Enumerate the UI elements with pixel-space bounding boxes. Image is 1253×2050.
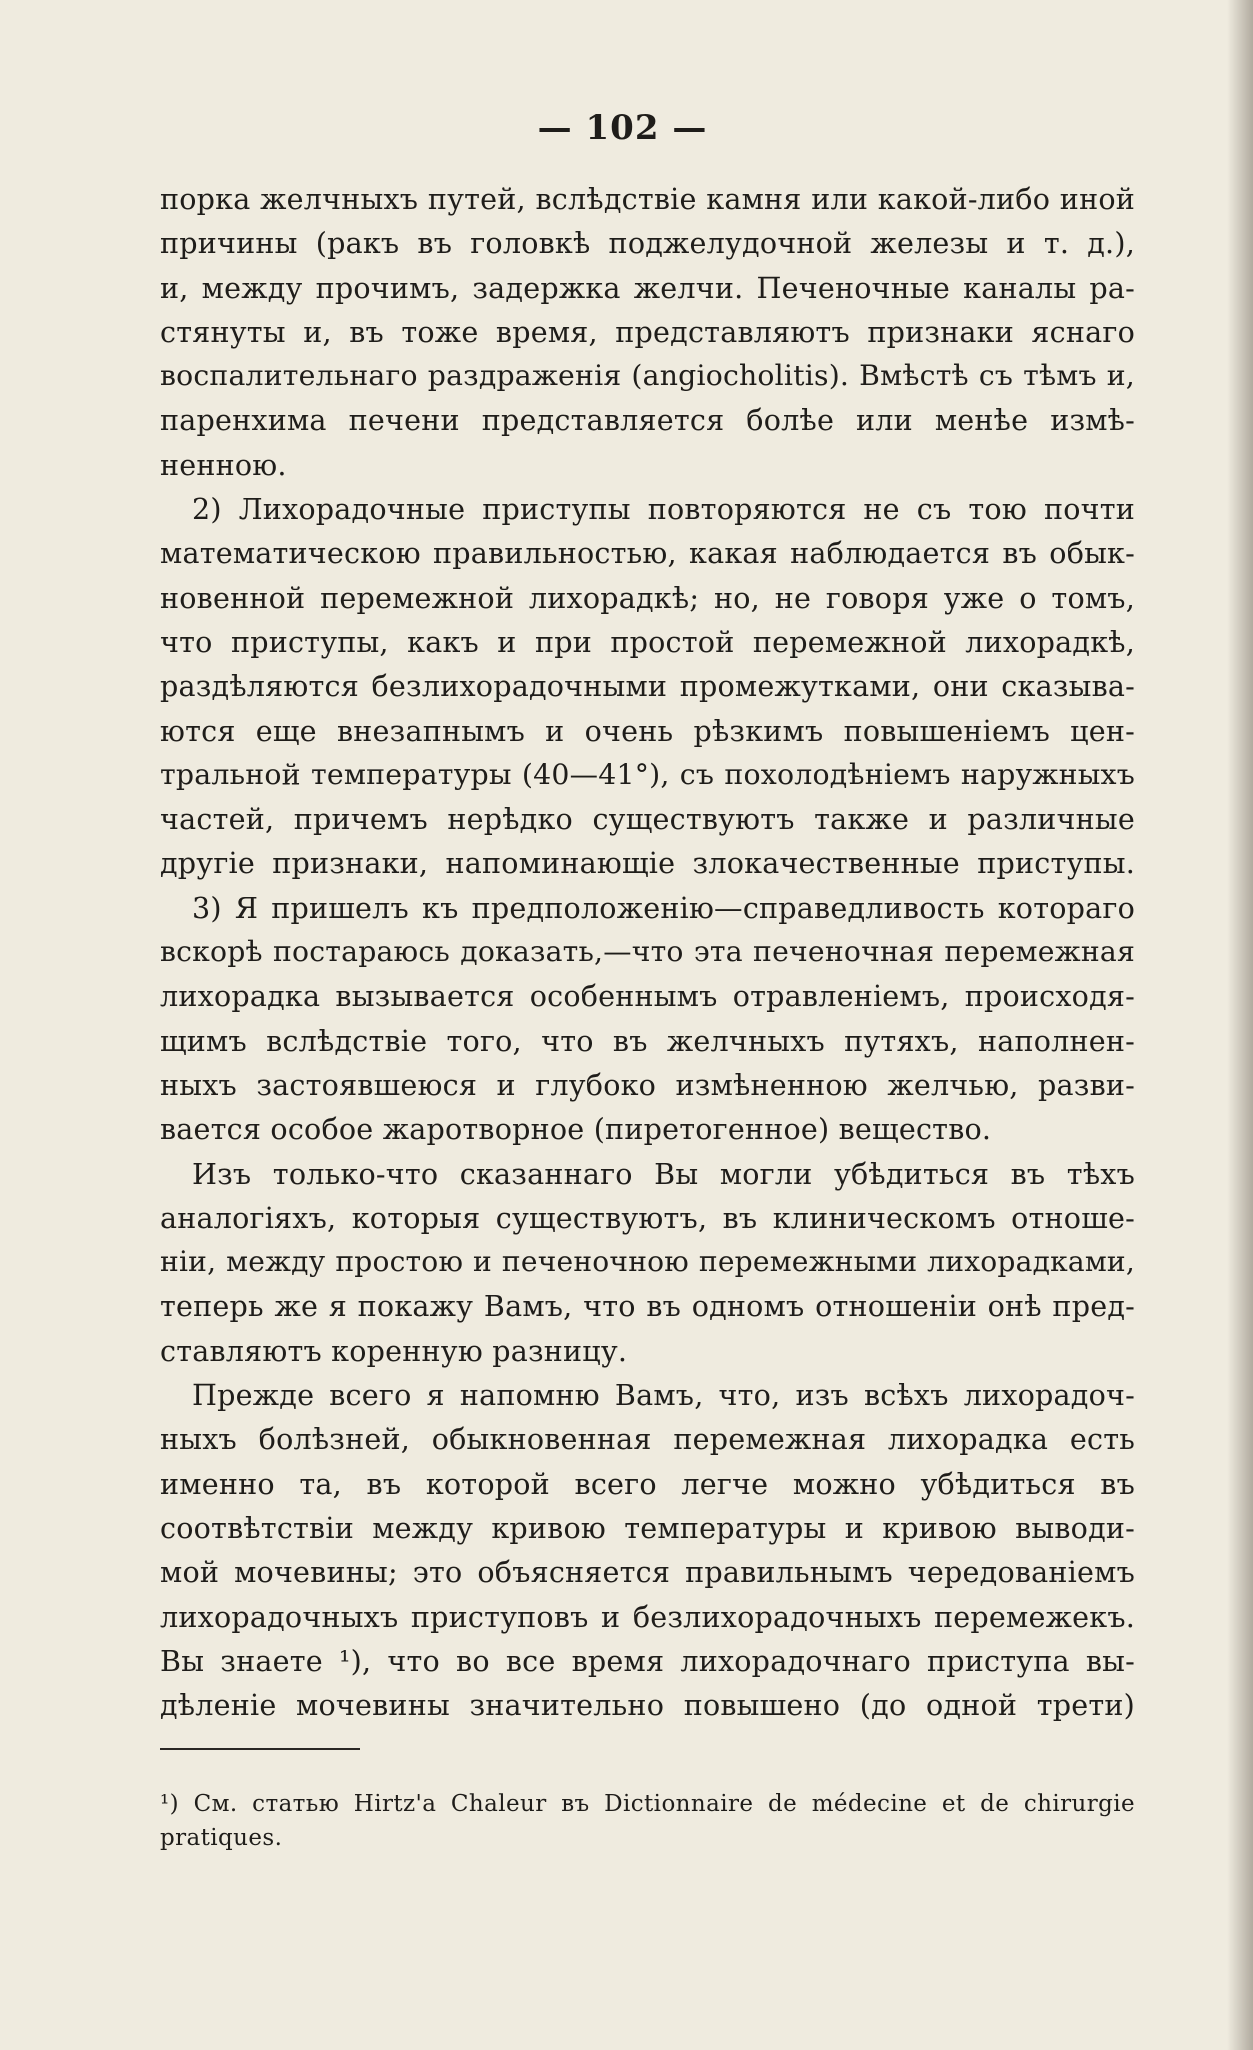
text-line: стянуты и, въ тоже время, представляютъ признаки яснаго [160,314,1135,349]
text-line: другіе признаки, напоминающіе злокачественные приступы. [160,846,1135,881]
paragraph-3 [160,886,1135,1152]
text-line: соотвѣтствіи между кривою температуры и кривою выводи- [160,1510,1135,1545]
text-line: и, между прочимъ, задержка желчи. Печеночные каналы ра- [160,270,1135,305]
text-line: вается особое жаротворное (пиретогенное) вещество. [160,1112,992,1147]
text-line: именно та, въ которой всего легче можно убѣдиться въ [160,1466,1135,1501]
text-line: раздѣляются безлихорадочными промежутками, они сказыва- [160,669,1135,704]
footnote [160,1787,1135,1855]
text-line: паренхима печени представляется болѣе или менѣе измѣ- [160,403,1135,438]
text-line: 2) Лихорадочные приступы повторяются не съ тою почти [192,492,1135,527]
text-line: ніи, между простою и печеночною перемежными лихорадками, [160,1245,1135,1279]
page-edge-shadow [1227,0,1253,2050]
paragraph-1 [160,177,1135,487]
footnote-divider [160,1748,360,1750]
footnote-line: ¹) См. статью Hirtz'a Chaleur въ Dictionnaire de médecine et de chirurgie [160,1791,1135,1817]
text-line: новенной перемежной лихорадкѣ; но, не говоря уже о томъ, [160,580,1135,615]
text-line: 3) Я пришелъ къ предположенію—справедливость котораго [192,890,1135,925]
page-number: — 102 — [537,108,708,148]
text-line: Прежде всего я напомню Вамъ, что, изъ всѣхъ лихорадоч- [192,1378,1135,1413]
text-line: ныхъ застоявшеюся и глубоко измѣненною желчью, разви- [160,1067,1135,1102]
text-line: что приступы, какъ и при простой перемежной лихорадкѣ, [160,624,1135,659]
text-line: порка желчныхъ путей, вслѣдствіе камня или какой-либо иной [160,182,1135,216]
text-line: ныхъ болѣзней, обыкновенная перемежная лихорадка есть [160,1422,1135,1457]
text-line: Вы знаете ¹), что во все время лихорадочнаго приступа вы- [160,1643,1135,1678]
paragraph-4 [160,1152,1135,1373]
footnote-line: pratiques. [160,1825,283,1851]
text-line: мой мочевины; это объясняется правильнымъ чередованіемъ [160,1555,1135,1590]
text-line: причины (ракъ въ головкѣ поджелудочной железы и т. д.), [160,226,1135,261]
text-line: математическою правильностью, какая наблюдается въ обык- [160,536,1135,571]
text-line: лихорадочныхъ приступовъ и безлихорадочныхъ перемежекъ. [160,1599,1135,1634]
text-line: тральной температуры (40—41°), съ похолодѣніемъ наружныхъ [160,757,1135,791]
text-line: теперь же я покажу Вамъ, что въ одномъ отношеніи онѣ пред- [160,1289,1135,1324]
text-line: ненною. [160,447,287,482]
body-text [160,177,1135,1727]
text-line: дѣленіе мочевины значительно повышено (до одной трети) [160,1688,1135,1723]
text-line: частей, причемъ нерѣдко существуютъ также и различные [160,802,1135,837]
text-line: ются еще внезапнымъ и очень рѣзкимъ повышеніемъ цен- [160,713,1135,748]
text-line: аналогіяхъ, которыя существуютъ, въ клиническомъ отноше- [160,1200,1135,1235]
text-line: лихорадка вызывается особеннымъ отравленіемъ, происходя- [160,979,1135,1014]
text-line: вскорѣ постараюсь доказать,—что эта печеночная перемежная [160,935,1135,969]
text-line: Изъ только-что сказаннаго Вы могли убѣдиться въ тѣхъ [192,1156,1135,1191]
text-line: воспалительнаго раздраженія (angiocholitis). Вмѣстѣ съ тѣмъ и, [160,359,1135,393]
paragraph-5 [160,1373,1135,1727]
text-line: щимъ вслѣдствіе того, что въ желчныхъ путяхъ, наполнен- [160,1023,1135,1058]
text-line: ставляютъ коренную разницу. [160,1333,628,1368]
paragraph-2 [160,487,1135,886]
